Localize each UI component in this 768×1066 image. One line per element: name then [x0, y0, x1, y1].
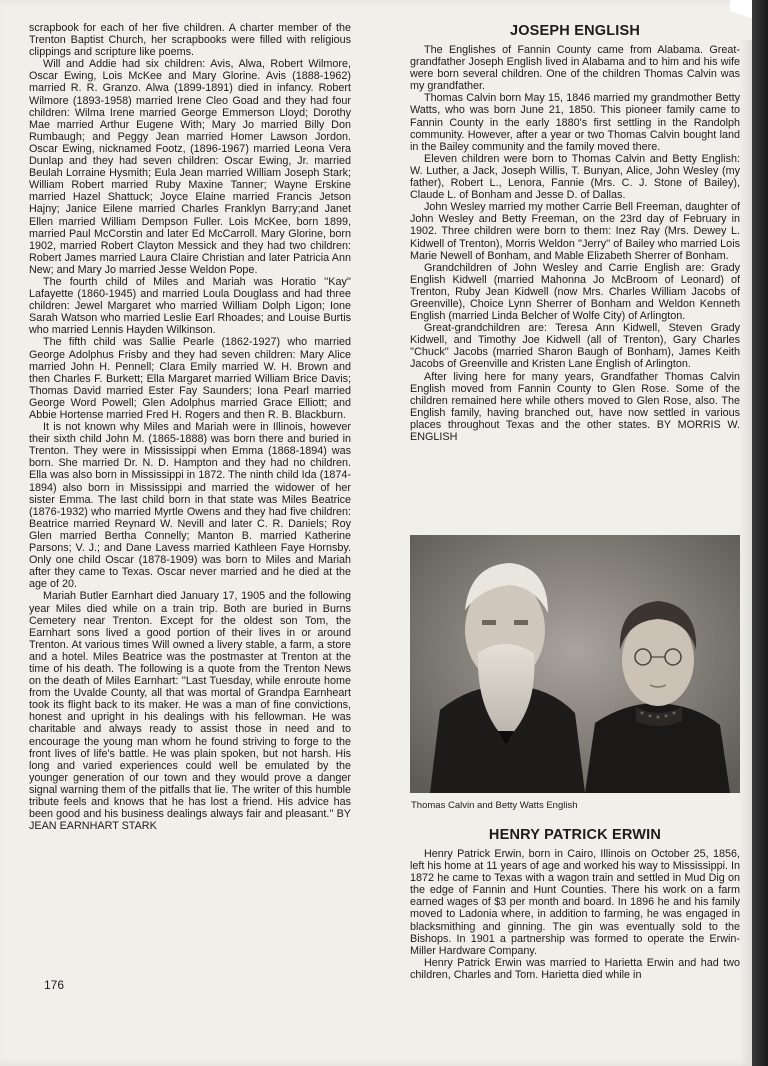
page-number: 176 [44, 978, 65, 992]
joseph-paragraph-1: The Englishes of Fannin County came from Alabama. Great-grandfather Joseph English lived in Alabama and to him and his wife were born several children. One of the children Thomas Calvin was my grandfather. [410, 44, 740, 93]
joseph-paragraph-6: Great-grandchildren are: Teresa Ann Kidwell, Steven Grady Kidwell, and Timothy Joe Kidwell (all of Trenton), Gary Charles ''Chuck'' Jacobs (married Sharon Baugh of Bonham), James Keith Jacobs of Greenville and Kristen Lane English of Arlington. [410, 322, 740, 371]
left-paragraph-1: scrapbook for each of her five children. A charter member of the Trenton Baptist Church, her scrapbooks were filled with religious clippings and scripture like poems. [29, 22, 351, 59]
henry-paragraph-1: Henry Patrick Erwin, born in Cairo, Illinois on October 25, 1856, left his home at 11 years of age and worked his way to Mississippi. In 1872 he came to Texas with a wagon train and settled in Mud Dig on the edge of Fannin and Hunt Counties. There his work on a farm earned wages of $3 per month and board. In 1896 he and his family moved to Ladonia where, in addition to farming, he was engaged in blacksmithing and ginning. The gin was eventually sold to the Bishops. In 1901 a partnership was formed to operate the Erwin-Miller Hardware Company. [410, 848, 740, 957]
joseph-paragraph-4: John Wesley married my mother Carrie Bell Freeman, daughter of John Wesley and Betty Freeman, on the 23rd day of February in 1902. Three children were born to them: Inez Ray (Mrs. Dewey L. Kidwell of Trenton), Morris Weldon ''Jerry'' of Bailey who married Lois Marie Newell of Bonham, and Mable Elizabeth Sherrer of Bonham. [410, 201, 740, 262]
joseph-english-title: JOSEPH ENGLISH [509, 23, 641, 39]
joseph-paragraph-7: After living here for many years, Grandfather Thomas Calvin English moved from Fannin County to Glen Rose. Some of the children remained here while others moved to Glen Rose, also. The English family, having branched out, have now settled in various places throughout Texas and the other states. BY MORRIS W. ENGLISH [410, 370, 740, 443]
left-paragraph-4: The fifth child was Sallie Pearle (1862-1927) who married George Adolphus Frisby and they had seven children: Mary Alice married John H. Pennell; Clara Emily married W. H. Brown and then Charles F. Burkett; Ella Margaret married William Brice Davis; Thomas David married Ester Fay Saunders; Iona Pearl married George Word Powell; Glen Adolphus married Grace Elliott; and Abbie Hortense married Fred H. Rogers and then R. B. Blackburn. [29, 336, 351, 421]
portrait-illustration [410, 535, 740, 793]
left-paragraph-3: The fourth child of Miles and Mariah was Horatio ''Kay'' Lafayette (1860-1945) and married Loula Douglass and had three children: Jewel Margaret who married William Dolph Ligon; Ione Sarah Watson who married Leslie Earl Rhoades; and Louise Burtis who married Lennis Hayden Wilkinson. [29, 275, 351, 337]
joseph-english-article [410, 22, 740, 443]
joseph-paragraph-2: Thomas Calvin born May 15, 1846 married my grandmother Betty Watts, who was born June 21, 1850. This pioneer family came to Fannin County in the early 1880's first settling in the Randolph community. However, after a year or two Thomas Calvin bought land in the Bailey community and the family moved there. [410, 92, 740, 153]
joseph-paragraph-3: Eleven children were born to Thomas Calvin and Betty English: W. Luther, a Jack, Joseph Willis, T. Bunyan, Alice, John Wesley (my father), Robert L., Lenora, Fannie (Mrs. C. J. Stone of Bailey), Claude L. of Bonham and Jesse D. of Dallas. [410, 152, 740, 202]
henry-paragraph-2: Henry Patrick Erwin was married to Harietta Erwin and had two children, Charles and Tom. Harietta died while in [410, 956, 740, 981]
left-paragraph-2: Will and Addie had six children: Avis, Alwa, Robert Wilmore, Oscar Ewing, Lois McKee and Mary Glorine. Avis (1888-1962) married R. R. Granzo. Alwa (1899-1891) died in infancy. Robert Wilmore (1893-1958) married Irene Cleo Goad and they had four children: Wilma Irene married George Emmerson Lloyd; Dorothy Mae married Arthur Eugene With; Mary Jo married Billy Don Rumbaugh; and Peggy Jean married Homer Lawson Jordon. Oscar Ewing, nicknamed Footz, (1896-1967) married Leona Vera Dunlap and they had seven children: Oscar Ewing, Jr. married Beulah Lorraine Hysmith; Eula Jean married William Joseph Stark; William Robert married Ruby Maxine Tanner; Wayne Erskine married Hazel Shattuck; Joyce Elaine married Francis Jetson Hajny; Janice Eilene married Charles Franklyn Barry;and Janet Ellen married William Dempson Fuller. Lois McKee, born 1899, married Paul McCorstin and later Ed McCarroll. Mary Glorine, born 1902, married Robert Clayton Messick and they had two children: Robert James married Laura Claire Christian and later Patricia Ann New; and Mary Jo married Jesse Weldon Pope. [29, 58, 351, 276]
joseph-paragraph-5: Grandchildren of John Wesley and Carrie English are: Grady English Kidwell (married Mahonna Jo McBroom of Leonard) of Trenton, Ruby Jean Kidwell (now Mrs. Charles William Jacobs of Greenville), Choice Lynn Sherrer of Bonham and Weldon Kenneth English (married Linda Belcher of Wolfe City) of Arlington. [410, 261, 740, 323]
book-spine-edge [752, 0, 768, 1066]
henry-erwin-title: HENRY PATRICK ERWIN [488, 827, 662, 843]
left-column [29, 22, 351, 832]
left-paragraph-5: It is not known why Miles and Mariah were in Illinois, however their sixth child John M. (1865-1888) was born there and buried in Trenton. They were in Mississippi when Emma (1868-1894) was born. She married Dr. N. D. Hampton and they had no children. Ella was also born in Mississippi in 1872. The ninth child Ida (1874-1894) also born in Mississippi and married the widower of her sister Emma. The last child born in that state was Miles Beatrice (1876-1932) who married Myrtle Owens and they had five children: Beatrice married Reynard W. Nevill and later C. R. Daniels; Roy Glen married Bertha Connelly; Manton B. married Katherine Parsons; V. J.; and Dane Lavess married Kathleen Faye Hornsby. Only one child Oscar (1878-1909) was born to Miles and Mariah after they came to Texas. Oscar never married and he died at the age of 20. [29, 421, 351, 591]
henry-patrick-erwin-article [410, 826, 740, 981]
photo-caption: Thomas Calvin and Betty Watts English [411, 800, 578, 811]
portrait-photo [410, 535, 740, 793]
left-paragraph-6: Mariah Butler Earnhart died January 17, 1905 and the following year Miles died while on a train trip. Both are buried in Burns Cemetery near Trenton. Except for the oldest son Tom, the Earnhart sons lived a good portion of their lives in or around Trenton. At various times Will owned a livery stable, a farm, a store and a hotel. Miles Beatrice was the postmaster at Trenton at the time of his death. The following is a quote from the Trenton News on the death of Miles Earnhart: ''Last Tuesday, while enroute home from the Uvalde County, all that was mortal of Grandpa Earnheart took its flight back to its maker. He was a man of fine convictions, honest and upright in his dealings with his fellowman. He was charitable and always ready to assist those in need and to encourage the young man whom he found striving to forge to the front lives of life's battle. He was plain spoken, but not harsh. His long and varied experiences could well be emulated by the younger generation of our town and they would prove a danger signal warning them of the pitfalls that lie. The writer of this humble tribute feels and knows that he has lost a friend. His advice has been good and his business dealings always fair and pleasant.'' BY JEAN EARNHART STARK [29, 590, 351, 833]
